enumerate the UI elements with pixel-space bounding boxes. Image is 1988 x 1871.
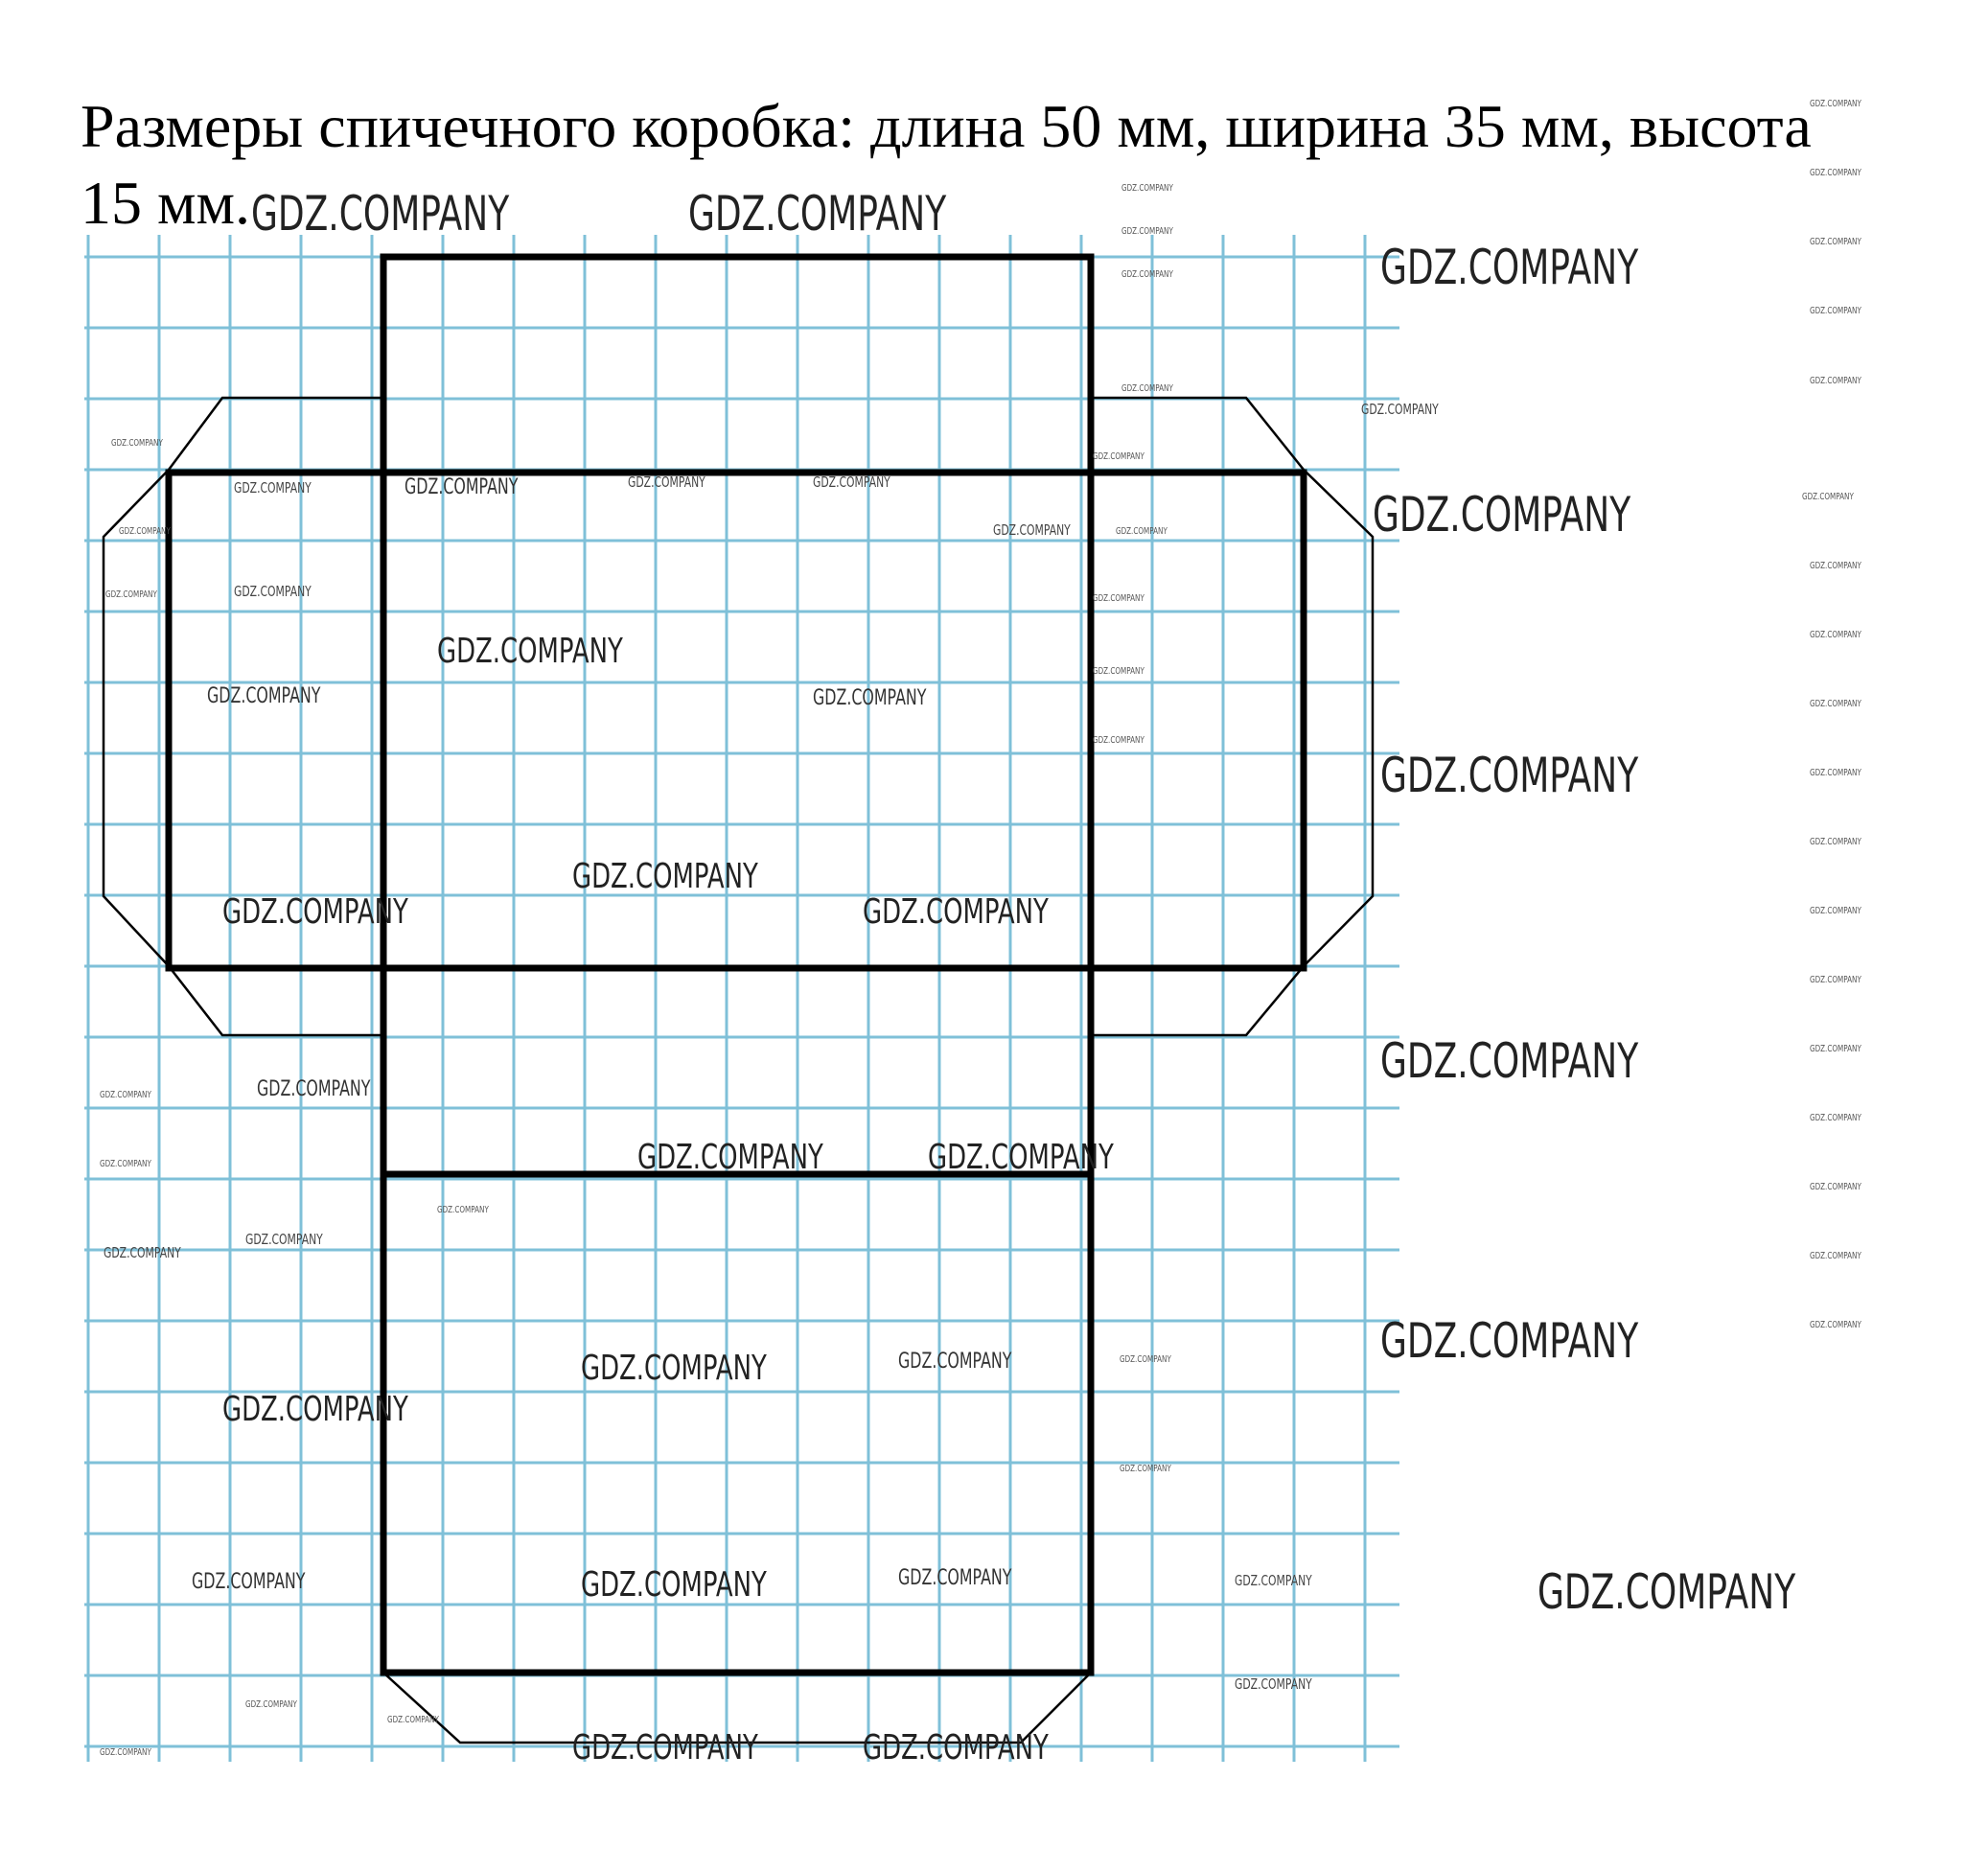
watermark: GDZ.COMPANY bbox=[437, 632, 623, 671]
watermark: GDZ.COMPANY bbox=[628, 474, 705, 491]
watermark: GDZ.COMPANY bbox=[863, 892, 1049, 932]
watermark: GDZ.COMPANY bbox=[1121, 269, 1173, 280]
watermark: GDZ.COMPANY bbox=[1810, 376, 1861, 386]
watermark: GDZ.COMPANY bbox=[1093, 593, 1144, 604]
watermark: GDZ.COMPANY bbox=[245, 1231, 323, 1248]
watermark: GDZ.COMPANY bbox=[993, 521, 1071, 539]
watermark: GDZ.COMPANY bbox=[405, 475, 519, 499]
watermark: GDZ.COMPANY bbox=[437, 1205, 489, 1215]
watermark: GDZ.COMPANY bbox=[1121, 183, 1173, 194]
watermark: GDZ.COMPANY bbox=[1810, 306, 1861, 316]
watermark: GDZ.COMPANY bbox=[1537, 1564, 1796, 1620]
watermark: GDZ.COMPANY bbox=[1810, 906, 1861, 916]
watermark: GDZ.COMPANY bbox=[111, 438, 163, 449]
face-right bbox=[1091, 473, 1304, 968]
watermark: GDZ.COMPANY bbox=[192, 1570, 306, 1594]
watermark: GDZ.COMPANY bbox=[581, 1565, 767, 1605]
watermark: GDZ.COMPANY bbox=[1235, 1572, 1312, 1589]
watermark: GDZ.COMPANY bbox=[1810, 99, 1861, 109]
watermark: GDZ.COMPANY bbox=[222, 1390, 408, 1429]
watermark: GDZ.COMPANY bbox=[1380, 748, 1639, 803]
tab-top-left bbox=[169, 398, 383, 470]
watermark: GDZ.COMPANY bbox=[1235, 1675, 1312, 1693]
watermark: GDZ.COMPANY bbox=[581, 1349, 767, 1388]
watermark: GDZ.COMPANY bbox=[1810, 837, 1861, 847]
watermark: GDZ.COMPANY bbox=[251, 186, 510, 242]
watermark: GDZ.COMPANY bbox=[1810, 699, 1861, 709]
watermark: GDZ.COMPANY bbox=[928, 1138, 1114, 1177]
watermark: GDZ.COMPANY bbox=[1361, 401, 1439, 418]
watermark: GDZ.COMPANY bbox=[1120, 1464, 1171, 1474]
watermark: GDZ.COMPANY bbox=[1120, 1354, 1171, 1365]
watermark: GDZ.COMPANY bbox=[387, 1715, 439, 1725]
tab-bottom-right bbox=[1091, 966, 1304, 1035]
watermark: GDZ.COMPANY bbox=[104, 1244, 181, 1261]
net-outline bbox=[169, 257, 1304, 1673]
watermark: GDZ.COMPANY bbox=[1810, 237, 1861, 247]
watermark: GDZ.COMPANY bbox=[234, 583, 312, 600]
watermark: GDZ.COMPANY bbox=[245, 1699, 297, 1710]
face-top bbox=[383, 257, 1091, 473]
watermark: GDZ.COMPANY bbox=[1810, 1113, 1861, 1123]
title-line-2: 15 мм. bbox=[81, 169, 250, 237]
watermark: GDZ.COMPANY bbox=[813, 474, 890, 491]
tab-side-right bbox=[1304, 470, 1373, 966]
watermark: GDZ.COMPANY bbox=[257, 1077, 371, 1101]
watermark: GDZ.COMPANY bbox=[1810, 1182, 1861, 1192]
watermark: GDZ.COMPANY bbox=[572, 857, 758, 896]
watermark: GDZ.COMPANY bbox=[637, 1138, 823, 1177]
watermark: GDZ.COMPANY bbox=[1810, 561, 1861, 571]
watermark: GDZ.COMPANY bbox=[1380, 1033, 1639, 1089]
watermark: GDZ.COMPANY bbox=[1093, 666, 1144, 677]
watermark: GDZ.COMPANY bbox=[688, 186, 947, 242]
watermark: GDZ.COMPANY bbox=[898, 1350, 1012, 1374]
graph-paper-grid bbox=[84, 235, 1399, 1762]
watermark: GDZ.COMPANY bbox=[100, 1159, 151, 1169]
watermark: GDZ.COMPANY bbox=[1116, 526, 1167, 537]
tab-bottom-left bbox=[169, 966, 383, 1035]
watermark: GDZ.COMPANY bbox=[222, 892, 408, 932]
watermark: GDZ.COMPANY bbox=[1810, 630, 1861, 640]
watermark: GDZ.COMPANY bbox=[863, 1728, 1049, 1767]
watermark: GDZ.COMPANY bbox=[1810, 768, 1861, 778]
watermark: GDZ.COMPANY bbox=[813, 686, 927, 710]
watermark: GDZ.COMPANY bbox=[207, 684, 321, 708]
watermark: GDZ.COMPANY bbox=[1810, 1320, 1861, 1330]
watermark: GDZ.COMPANY bbox=[1802, 492, 1854, 502]
watermark: GDZ.COMPANY bbox=[572, 1728, 758, 1767]
watermark: GDZ.COMPANY bbox=[234, 479, 312, 497]
watermark: GDZ.COMPANY bbox=[1810, 1251, 1861, 1261]
watermark: GDZ.COMPANY bbox=[105, 589, 157, 600]
watermark: GDZ.COMPANY bbox=[1121, 383, 1173, 394]
watermark: GDZ.COMPANY bbox=[1380, 1313, 1639, 1369]
watermark: GDZ.COMPANY bbox=[100, 1090, 151, 1100]
watermark: GDZ.COMPANY bbox=[1093, 451, 1144, 462]
watermark: GDZ.COMPANY bbox=[119, 526, 171, 537]
watermark: GDZ.COMPANY bbox=[100, 1747, 151, 1758]
watermark: GDZ.COMPANY bbox=[1810, 168, 1861, 178]
watermark: GDZ.COMPANY bbox=[1380, 240, 1639, 295]
watermark: GDZ.COMPANY bbox=[1373, 487, 1631, 543]
watermark: GDZ.COMPANY bbox=[898, 1566, 1012, 1590]
watermark: GDZ.COMPANY bbox=[1093, 735, 1144, 746]
watermark: GDZ.COMPANY bbox=[1810, 975, 1861, 985]
title-line-1: Размеры спичечного коробка: длина 50 мм, ширина 35 мм, высота bbox=[81, 92, 1812, 160]
watermark: GDZ.COMPANY bbox=[1810, 1044, 1861, 1054]
watermark: GDZ.COMPANY bbox=[1121, 226, 1173, 237]
